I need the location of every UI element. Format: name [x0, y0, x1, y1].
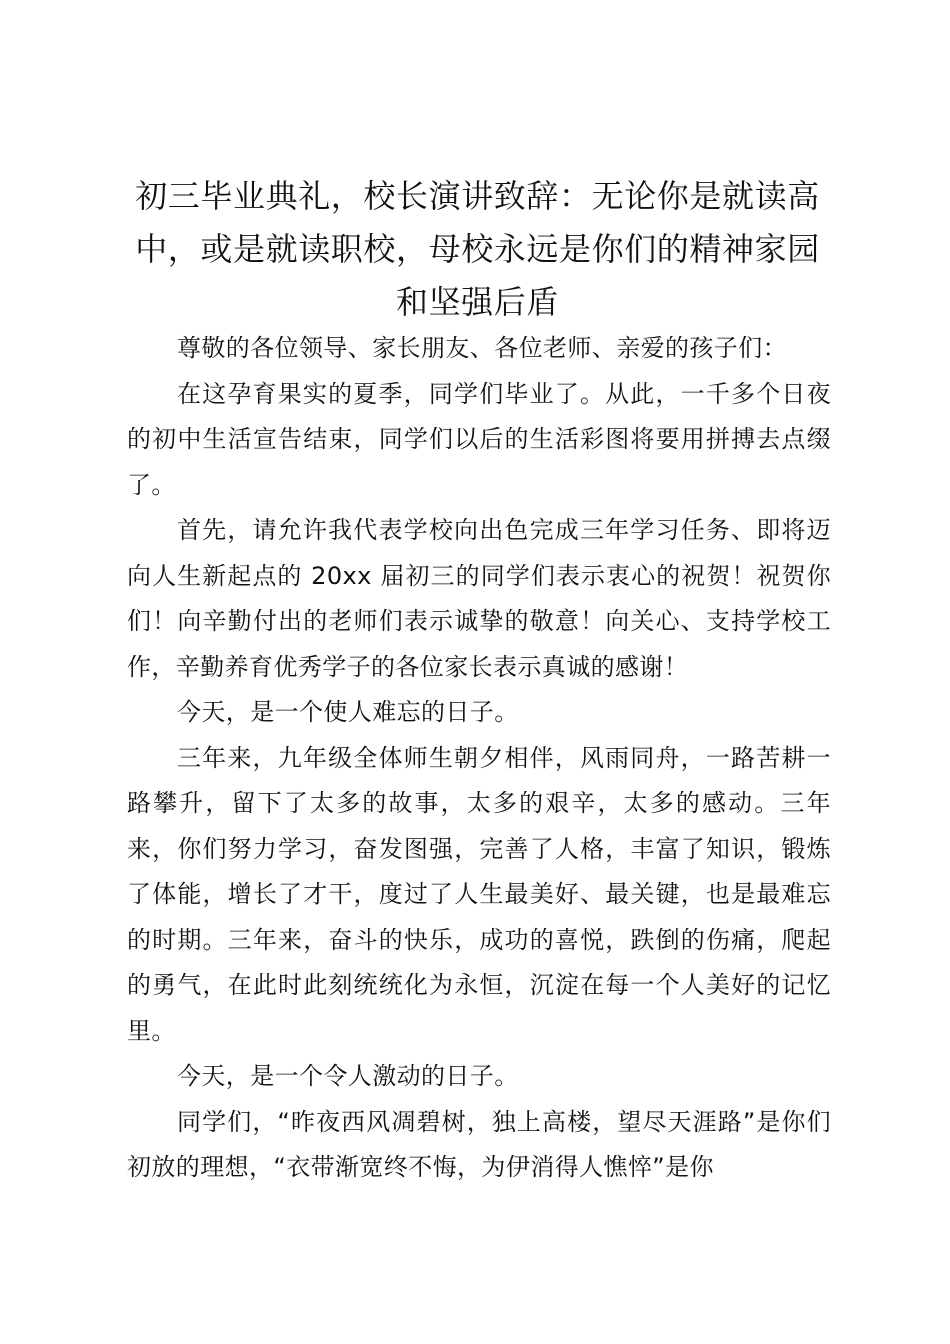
body-paragraph: 今天，是一个令人激动的日子。	[177, 1062, 519, 1090]
body-paragraph: 今天，是一个使人难忘的日子。	[177, 698, 519, 726]
body-paragraph: 同学们，“昨夜西风凋碧树，独上高楼，望尽天涯路”是你们初放的理想，“衣带渐宽终不悔，为伊消得人憔悴”是你	[127, 1107, 831, 1181]
body-paragraph: 在这孕育果实的夏季，同学们毕业了。从此，一千多个日夜的初中生活宣告结束，同学们以后的生活彩图将要用拼搏去点缀了。	[127, 379, 831, 499]
salutation-paragraph: 尊敬的各位领导、家长朋友、各位老师、亲爱的孩子们：	[177, 334, 787, 362]
body-paragraph: 首先，请允许我代表学校向出色完成三年学习任务、即将迈向人生新起点的 20xx 届初三的同学们表示衷心的祝贺！祝贺你们！向辛勤付出的老师们表示诚挚的敬意！向关心、支持学校工作，辛勤养育优秀学子的各位家长表示真诚的感谢！	[127, 516, 831, 681]
document-title: 初三毕业典礼，校长演讲致辞：无论你是就读高中，或是就读职校，母校永远是你们的精神家园和坚强后盾	[135, 177, 820, 321]
document-body	[127, 326, 831, 1191]
body-paragraph: 三年来，九年级全体师生朝夕相伴，风雨同舟，一路苦耕一路攀升，留下了太多的故事，太多的艰辛，太多的感动。三年来，你们努力学习，奋发图强，完善了人格，丰富了知识，锻炼了体能，增长了才干，度过了人生最美好、最关键，也是最难忘的时期。三年来，奋斗的快乐，成功的喜悦，跌倒的伤痛，爬起的勇气，在此时此刻统统化为永恒，沉淀在每一个人美好的记忆里。	[127, 743, 831, 1045]
